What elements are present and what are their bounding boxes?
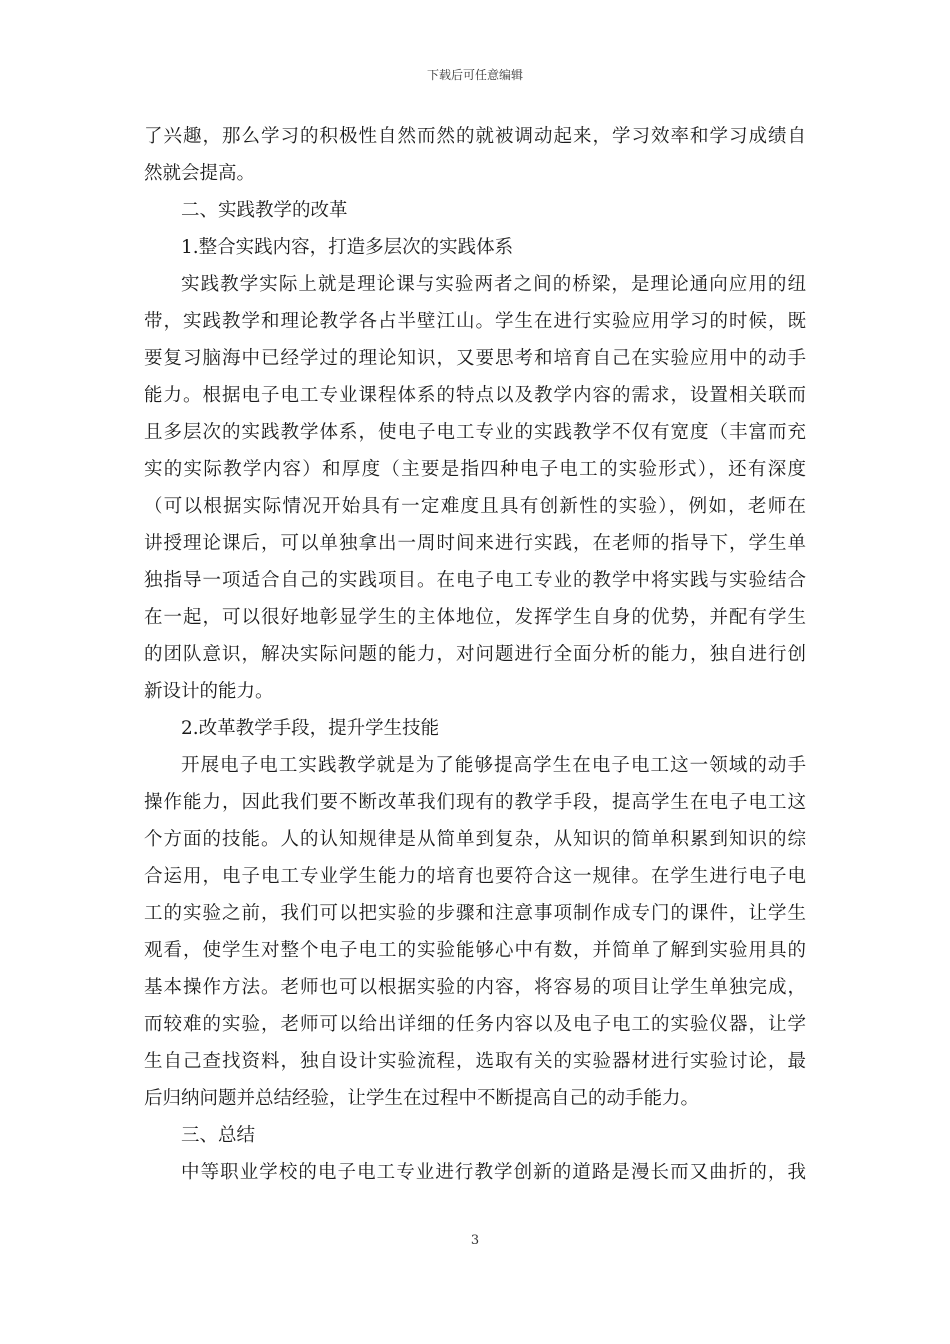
text-line: 后归纳问题并总结经验，让学生在过程中不断提高自己的动手能力。 — [144, 1088, 700, 1109]
text-line: 合运用，电子电工专业学生能力的培育也要符合这一规律。在学生进行电子电 — [144, 866, 806, 887]
text-line: 而较难的实验，老师可以给出详细的任务内容以及电子电工的实验仪器，让学 — [144, 1014, 806, 1035]
text-line: 新设计的能力。 — [144, 681, 274, 702]
text-line: 工的实验之前，我们可以把实验的步骤和注意事项制作成专门的课件，让学生 — [144, 903, 806, 924]
text-line: 在一起，可以很好地彰显学生的主体地位，发挥学生自身的优势，并配有学生 — [144, 607, 806, 628]
text-line: 观看，使学生对整个电子电工的实验能够心中有数，并简单了解到实验用具的 — [144, 940, 806, 961]
text-line: 二、实践教学的改革 — [181, 200, 348, 221]
text-line: 个方面的技能。人的认知规律是从简单到复杂，从知识的简单积累到知识的综 — [144, 829, 806, 850]
text-line: 然就会提高。 — [144, 163, 256, 184]
text-line: 且多层次的实践教学体系，使电子电工专业的实践教学不仅有宽度（丰富而充 — [144, 422, 806, 443]
text-line: 三、总结 — [181, 1125, 256, 1146]
page-number: 3 — [470, 1233, 480, 1248]
text-line: 开展电子电工实践教学就是为了能够提高学生在电子电工这一领域的动手 — [181, 755, 806, 776]
text-line: 要复习脑海中已经学过的理论知识，又要思考和培育自己在实验应用中的动手 — [144, 348, 806, 369]
text-line: 了兴趣，那么学习的积极性自然而然的就被调动起来，学习效率和学习成绩自 — [144, 126, 806, 147]
text-line: 讲授理论课后，可以单独拿出一周时间来进行实践，在老师的指导下，学生单 — [144, 533, 806, 554]
text-line: 1.整合实践内容，打造多层次的实践体系 — [181, 237, 514, 258]
text-line: （可以根据实际情况开始具有一定难度且具有创新性的实验），例如，老师在 — [144, 496, 806, 517]
text-line: 实践教学实际上就是理论课与实验两者之间的桥梁，是理论通向应用的纽 — [181, 274, 806, 295]
text-line: 中等职业学校的电子电工专业进行教学创新的道路是漫长而又曲折的，我 — [181, 1162, 806, 1183]
text-line: 基本操作方法。老师也可以根据实验的内容，将容易的项目让学生单独完成， — [144, 977, 806, 998]
text-line: 能力。根据电子电工专业课程体系的特点以及教学内容的需求，设置相关联而 — [144, 385, 806, 406]
text-line: 操作能力，因此我们要不断改革我们现有的教学手段，提高学生在电子电工这 — [144, 792, 806, 813]
text-line: 独指导一项适合自己的实践项目。在电子电工专业的教学中将实践与实验结合 — [144, 570, 806, 591]
text-line: 生自己查找资料，独自设计实验流程，选取有关的实验器材进行实验讨论，最 — [144, 1051, 806, 1072]
page-header: 下载后可任意编辑 — [426, 68, 523, 82]
text-line: 实的实际教学内容）和厚度（主要是指四种电子电工的实验形式），还有深度 — [144, 459, 806, 480]
document-body — [144, 118, 806, 1191]
text-line: 带，实践教学和理论教学各占半壁江山。学生在进行实验应用学习的时候，既 — [144, 311, 806, 332]
text-line: 2.改革教学手段，提升学生技能 — [181, 718, 440, 739]
text-line: 的团队意识，解决实际问题的能力，对问题进行全面分析的能力，独自进行创 — [144, 644, 806, 665]
